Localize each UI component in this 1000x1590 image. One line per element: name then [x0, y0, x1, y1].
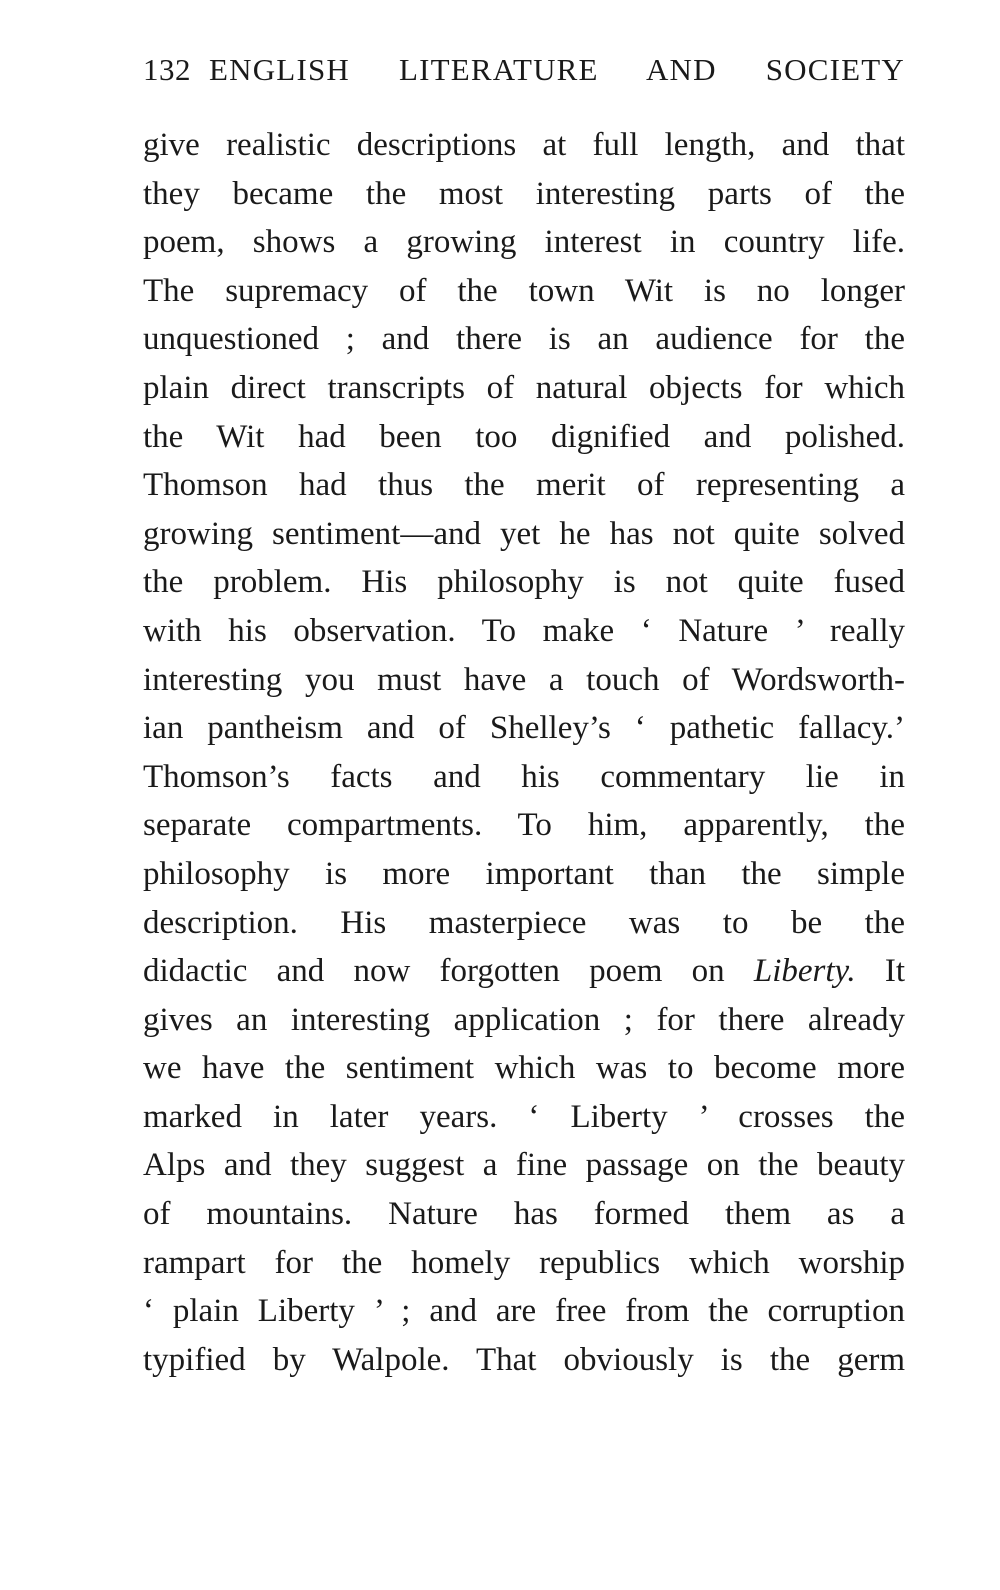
text-line: ‘ plain Liberty ’ ; and are free from the corruption: [143, 1293, 905, 1330]
text-line: plain direct transcripts of natural objects for which: [143, 369, 905, 406]
text-line-with-title: [143, 947, 905, 996]
line-segment: It: [855, 953, 905, 990]
text-line: they became the most interesting parts of the: [143, 175, 905, 212]
text-line: growing sentiment—and yet he has not quite solved: [143, 515, 905, 552]
poem-title: Liberty.: [753, 953, 856, 990]
text-line: we have the sentiment which was to become more: [143, 1050, 905, 1087]
text-line: the problem. His philosophy is not quite fused: [143, 564, 905, 601]
text-line: separate compartments. To him, apparently, the: [143, 807, 905, 844]
text-line: Thomson’s facts and his commentary lie in: [143, 758, 905, 795]
text-line: gives an interesting application ; for there already: [143, 1001, 905, 1038]
text-line: marked in later years. ‘ Liberty ’ crosses the: [143, 1098, 905, 1135]
text-line: typified by Walpole. That obviously is the germ: [143, 1341, 905, 1378]
text-line: interesting you must have a touch of Wordsworth-: [143, 661, 905, 698]
running-title: ENGLISH LITERATURE AND SOCIETY: [209, 52, 905, 87]
text-line: philosophy is more important than the simple: [143, 855, 905, 892]
text-line: of mountains. Nature has formed them as a: [143, 1196, 905, 1233]
text-line: with his observation. To make ‘ Nature ’ really: [143, 612, 905, 649]
text-line: Thomson had thus the merit of representing a: [143, 467, 905, 504]
text-line: rampart for the homely republics which worship: [143, 1244, 905, 1281]
text-line: description. His masterpiece was to be the: [143, 904, 905, 941]
running-head: [143, 52, 905, 96]
text-line: the Wit had been too dignified and polished.: [143, 418, 905, 455]
body-text: [143, 121, 905, 1384]
text-line: Alps and they suggest a fine passage on the beauty: [143, 1147, 905, 1184]
line-segment: didactic and now forgotten poem on: [143, 953, 754, 990]
page-number: 132: [143, 52, 191, 87]
text-line: unquestioned ; and there is an audience for the: [143, 321, 905, 358]
text-line: give realistic descriptions at full length, and that: [143, 127, 905, 163]
text-line: poem, shows a growing interest in country life.: [143, 224, 905, 261]
text-line: ian pantheism and of Shelley’s ‘ pathetic fallacy.’: [143, 710, 905, 747]
text-line: The supremacy of the town Wit is no longer: [143, 272, 905, 309]
